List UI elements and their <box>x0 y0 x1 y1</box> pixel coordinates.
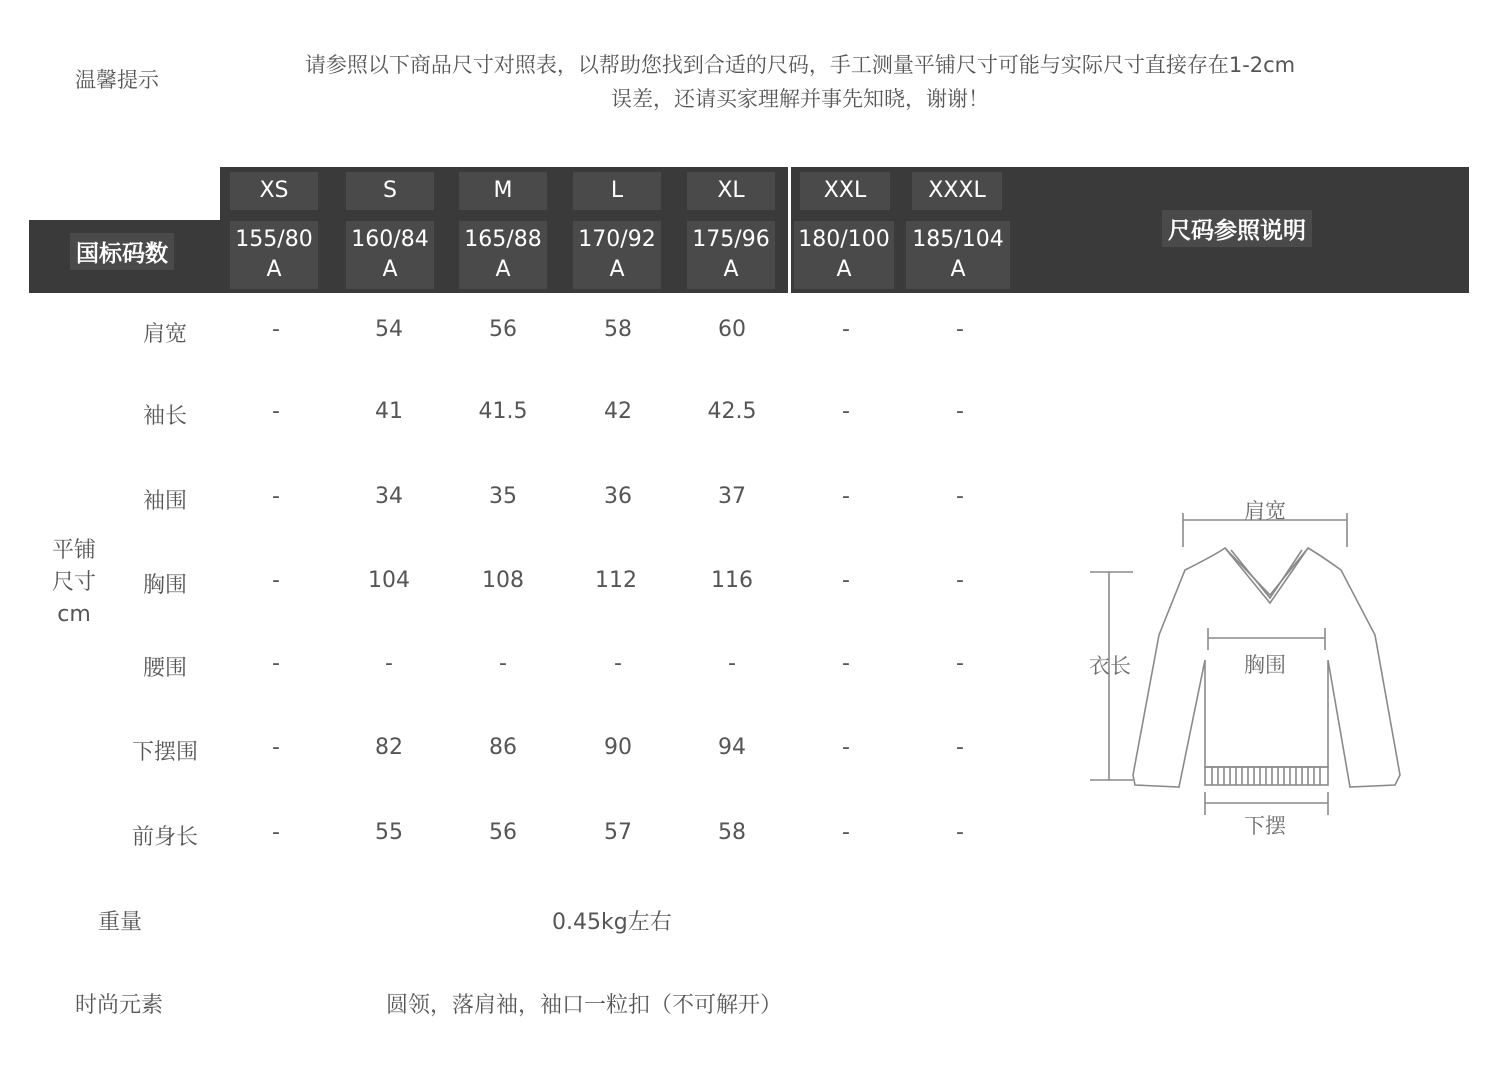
spec-suffix: A <box>266 257 282 282</box>
table-cell: 41.5 <box>478 399 528 424</box>
table-cell: - <box>842 820 850 845</box>
table-cell: - <box>272 484 280 509</box>
spec-value: 180/100 <box>798 227 890 252</box>
table-cell: 42 <box>604 399 632 424</box>
spec-value: 160/84 <box>351 227 429 252</box>
row-label-sleeve-width: 袖围 <box>142 489 187 514</box>
notice-line-1: 请参照以下商品尺寸对照表，以帮助您找到合适的尺码，手工测量平铺尺寸可能与实际尺寸直接存在1-2cm <box>304 53 1296 77</box>
spec-suffix: A <box>609 257 625 282</box>
spec-m <box>459 221 547 289</box>
table-cell: - <box>842 568 850 593</box>
table-cell: - <box>842 735 850 760</box>
table-cell: - <box>956 568 964 593</box>
table-cell: 54 <box>375 317 403 342</box>
table-cell: 34 <box>375 484 403 509</box>
table-cell: 94 <box>718 735 746 760</box>
table-cell: 104 <box>368 568 410 593</box>
table-cell: 35 <box>489 484 517 509</box>
row-label-chest: 胸围 <box>142 573 187 598</box>
spec-l <box>573 221 661 289</box>
weight-value: 0.45kg左右 <box>552 910 672 935</box>
table-cell: - <box>272 820 280 845</box>
table-cell: - <box>842 484 850 509</box>
table-cell: - <box>385 651 393 676</box>
spec-value: 155/80 <box>235 227 313 252</box>
table-cell: - <box>499 651 507 676</box>
table-cell: 55 <box>375 820 403 845</box>
table-cell: - <box>956 484 964 509</box>
weight-label: 重量 <box>98 910 143 935</box>
spec-value: 175/96 <box>692 227 770 252</box>
spec-suffix: A <box>950 257 966 282</box>
row-label-sleeve-length: 袖长 <box>142 404 187 429</box>
size-reference-label: 尺码参照说明 <box>1162 210 1312 247</box>
table-cell: 37 <box>718 484 746 509</box>
table-cell: - <box>272 735 280 760</box>
spec-s <box>346 221 434 289</box>
national-size-label: 国标码数 <box>70 233 174 270</box>
group-label-line-3: cm <box>57 602 91 627</box>
sweater-measurement-diagram <box>1075 485 1415 845</box>
spec-value: 185/104 <box>912 227 1004 252</box>
diagram-shoulder-label: 肩宽 <box>1244 499 1286 523</box>
table-cell: - <box>842 317 850 342</box>
table-cell: 86 <box>489 735 517 760</box>
table-cell: - <box>728 651 736 676</box>
row-label-waist: 腰围 <box>142 656 187 681</box>
spec-value: 165/88 <box>464 227 542 252</box>
table-cell: - <box>956 651 964 676</box>
diagram-chest-label: 胸围 <box>1244 653 1286 677</box>
table-cell: 108 <box>482 568 524 593</box>
size-xs: XS <box>230 172 318 210</box>
table-cell: - <box>956 820 964 845</box>
spec-xs <box>230 221 318 289</box>
table-cell: 112 <box>595 568 637 593</box>
table-cell: - <box>272 399 280 424</box>
header-divider <box>788 167 791 293</box>
table-cell: - <box>956 317 964 342</box>
notice-text <box>220 48 1380 116</box>
table-cell: 41 <box>375 399 403 424</box>
group-label-line-2: 尺寸 <box>51 570 96 595</box>
flat-measure-group-label <box>40 535 108 631</box>
spec-xxxl <box>906 221 1010 289</box>
diagram-hem-label: 下摆 <box>1244 814 1286 838</box>
fashion-elements-label: 时尚元素 <box>75 993 164 1018</box>
diagram-length-label: 衣长 <box>1089 654 1131 678</box>
size-xxl: XXL <box>800 172 890 210</box>
table-cell: 42.5 <box>707 399 757 424</box>
group-label-line-1: 平铺 <box>51 538 96 563</box>
size-s: S <box>346 172 434 210</box>
notice-line-2: 误差，还请买家理解并事先知晓，谢谢！ <box>611 87 989 111</box>
table-cell: - <box>272 317 280 342</box>
hem-rib-lines <box>1212 767 1320 785</box>
table-cell: - <box>842 399 850 424</box>
size-l: L <box>573 172 661 210</box>
table-cell: - <box>842 651 850 676</box>
table-cell: 56 <box>489 820 517 845</box>
spec-suffix: A <box>723 257 739 282</box>
spec-suffix: A <box>382 257 398 282</box>
table-cell: 116 <box>711 568 753 593</box>
table-cell: 58 <box>604 317 632 342</box>
row-label-hem: 下摆围 <box>131 740 198 765</box>
table-cell: 90 <box>604 735 632 760</box>
table-cell: 36 <box>604 484 632 509</box>
row-label-front-length: 前身长 <box>131 825 198 850</box>
row-label-shoulder: 肩宽 <box>142 322 187 347</box>
table-cell: 82 <box>375 735 403 760</box>
table-cell: - <box>272 568 280 593</box>
spec-value: 170/92 <box>578 227 656 252</box>
spec-suffix: A <box>836 257 852 282</box>
table-cell: - <box>956 399 964 424</box>
table-cell: - <box>956 735 964 760</box>
fashion-elements-value: 圆领，落肩袖，袖口一粒扣（不可解开） <box>386 993 783 1018</box>
notice-label: 温馨提示 <box>75 68 159 92</box>
table-cell: - <box>272 651 280 676</box>
table-cell: - <box>614 651 622 676</box>
size-xxxl: XXXL <box>912 172 1002 210</box>
spec-xl <box>687 221 775 289</box>
table-cell: 56 <box>489 317 517 342</box>
table-cell: 57 <box>604 820 632 845</box>
size-m: M <box>459 172 547 210</box>
spec-suffix: A <box>495 257 511 282</box>
spec-xxl <box>794 221 894 289</box>
size-xl: XL <box>687 172 775 210</box>
table-cell: 60 <box>718 317 746 342</box>
table-cell: 58 <box>718 820 746 845</box>
